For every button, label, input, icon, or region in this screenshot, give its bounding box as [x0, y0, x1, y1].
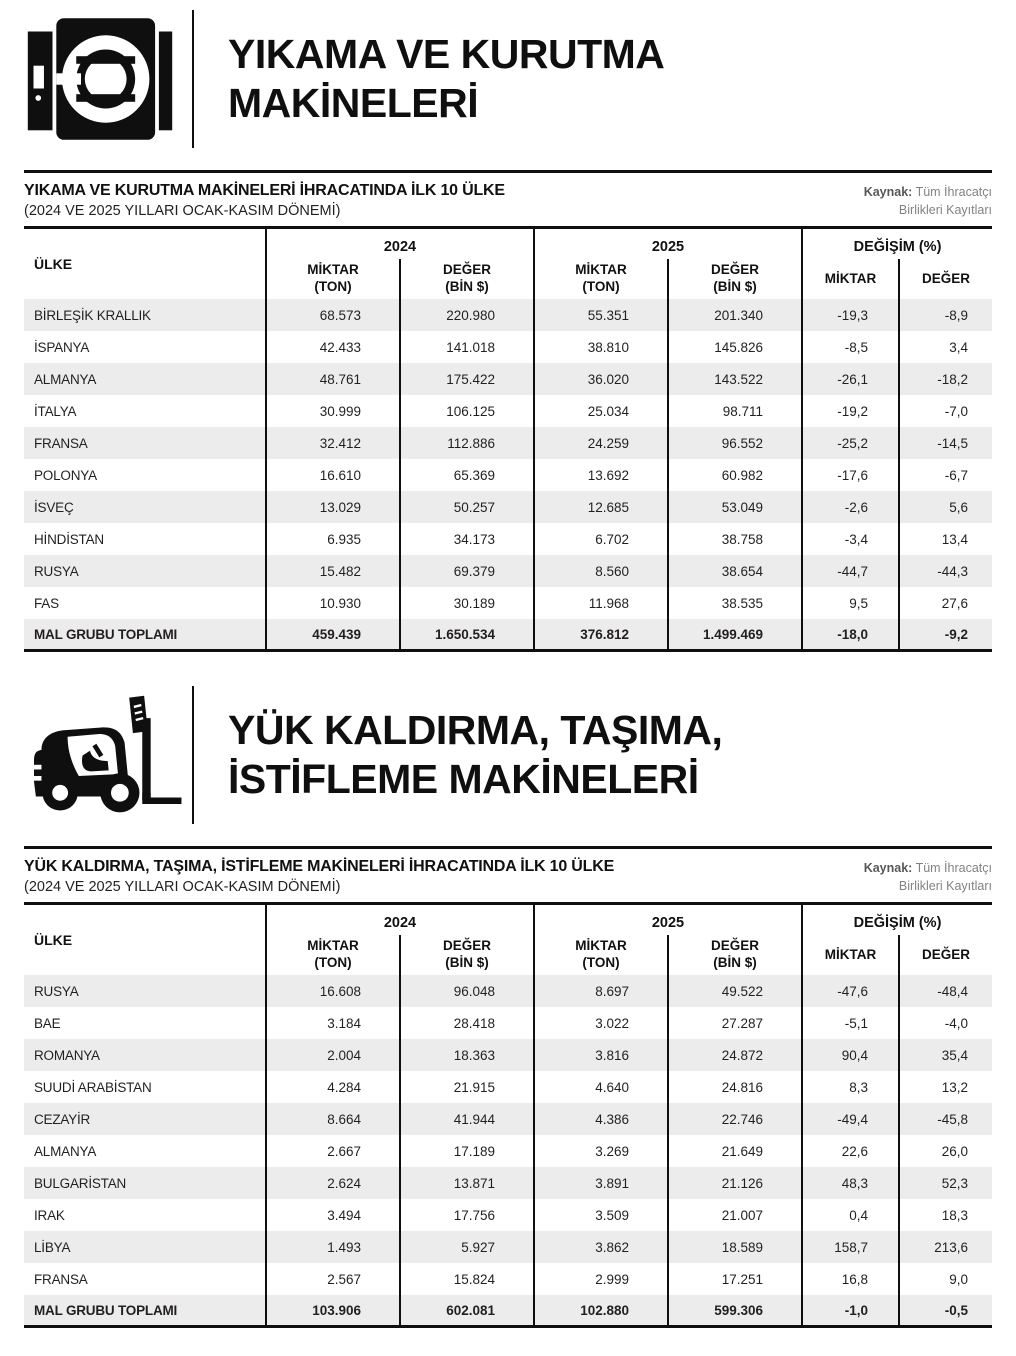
- value-cell: 6.935: [265, 523, 399, 555]
- val-unit: (BİN $): [445, 955, 489, 970]
- value-cell: 38.654: [667, 555, 801, 587]
- val-unit: (BİN $): [445, 279, 489, 294]
- washing-machine-icon-svg: [24, 12, 176, 146]
- col-header-qty-2025: [533, 259, 667, 299]
- value-cell: -45,8: [898, 1103, 992, 1135]
- col-header-val-2025: [667, 259, 801, 299]
- value-cell: 30.189: [399, 587, 533, 619]
- qty-label: MİKTAR: [824, 270, 877, 286]
- col-header-change-val: [898, 259, 992, 299]
- table-row: [24, 459, 992, 491]
- table-header: [24, 229, 992, 299]
- value-cell: 50.257: [399, 491, 533, 523]
- value-cell: 13.029: [265, 491, 399, 523]
- value-cell: -0,5: [898, 1295, 992, 1325]
- source-line1: Tüm İhracatçı: [915, 861, 992, 875]
- value-cell: -14,5: [898, 427, 992, 459]
- value-cell: 12.685: [533, 491, 667, 523]
- value-cell: 36.020: [533, 363, 667, 395]
- value-cell: 18.363: [399, 1039, 533, 1071]
- value-cell: -7,0: [898, 395, 992, 427]
- table-row: [24, 523, 992, 555]
- table-1-meta: [24, 182, 992, 219]
- section-title-line1: YÜK KALDIRMA, TAŞIMA,: [228, 706, 723, 753]
- value-cell: 26,0: [898, 1135, 992, 1167]
- table-row: [24, 1039, 992, 1071]
- value-cell: 220.980: [399, 299, 533, 331]
- qty-unit: (TON): [582, 279, 620, 294]
- value-cell: -47,6: [801, 975, 898, 1007]
- col-header-qty-2025: [533, 935, 667, 975]
- value-cell: 60.982: [667, 459, 801, 491]
- value-cell: -49,4: [801, 1103, 898, 1135]
- table-row: [24, 1135, 992, 1167]
- country-cell: ROMANYA: [34, 1047, 100, 1063]
- export-table-1: [24, 226, 992, 652]
- value-cell: 13,4: [898, 523, 992, 555]
- value-cell: 602.081: [399, 1295, 533, 1325]
- value-cell: 4.640: [533, 1071, 667, 1103]
- country-cell: CEZAYİR: [34, 1111, 91, 1127]
- value-cell: 3.269: [533, 1135, 667, 1167]
- value-cell: 27,6: [898, 587, 992, 619]
- col-header-change-qty: [801, 935, 898, 975]
- country-cell: FAS: [34, 595, 59, 611]
- value-cell: 9,5: [801, 587, 898, 619]
- table-row: [24, 395, 992, 427]
- value-cell: 38.758: [667, 523, 801, 555]
- source-line1: Tüm İhracatçı: [915, 185, 992, 199]
- col-header-qty-2024: [265, 935, 399, 975]
- qty-label: MİKTAR: [575, 262, 627, 278]
- table-subtitle: (2024 VE 2025 YILLARI OCAK-KASIM DÖNEMİ): [24, 203, 341, 219]
- table-row: [24, 1199, 992, 1231]
- val-label: DEĞER: [921, 946, 970, 962]
- value-cell: 106.125: [399, 395, 533, 427]
- value-cell: 5.927: [399, 1231, 533, 1263]
- value-cell: 21.007: [667, 1199, 801, 1231]
- value-cell: 15.482: [265, 555, 399, 587]
- section-title: [194, 684, 722, 826]
- value-cell: 2.667: [265, 1135, 399, 1167]
- val-unit: (BİN $): [713, 279, 757, 294]
- value-cell: 42.433: [265, 331, 399, 363]
- value-cell: 35,4: [898, 1039, 992, 1071]
- value-cell: -8,9: [898, 299, 992, 331]
- value-cell: 6.702: [533, 523, 667, 555]
- table-row: [24, 975, 992, 1007]
- value-cell: 69.379: [399, 555, 533, 587]
- table-row: [24, 1167, 992, 1199]
- value-cell: 3.184: [265, 1007, 399, 1039]
- value-cell: 112.886: [399, 427, 533, 459]
- export-table-2: [24, 902, 992, 1328]
- section-title-line2: İSTİFLEME MAKİNELERİ: [228, 756, 699, 802]
- value-cell: 96.552: [667, 427, 801, 459]
- qty-label: MİKTAR: [307, 262, 359, 278]
- value-cell: -26,1: [801, 363, 898, 395]
- value-cell: 1.650.534: [399, 619, 533, 649]
- value-cell: 158,7: [801, 1231, 898, 1263]
- qty-unit: (TON): [582, 955, 620, 970]
- val-unit: (BİN $): [713, 955, 757, 970]
- value-cell: 13.692: [533, 459, 667, 491]
- country-cell: BULGARİSTAN: [34, 1175, 127, 1191]
- country-cell: ALMANYA: [34, 371, 97, 387]
- country-cell: SUUDİ ARABİSTAN: [34, 1079, 152, 1095]
- value-cell: -3,4: [801, 523, 898, 555]
- val-label: DEĞER: [710, 262, 759, 278]
- value-cell: 3.891: [533, 1167, 667, 1199]
- value-cell: 21.915: [399, 1071, 533, 1103]
- table-body: [24, 975, 992, 1295]
- value-cell: -48,4: [898, 975, 992, 1007]
- value-cell: 11.968: [533, 587, 667, 619]
- value-cell: 213,6: [898, 1231, 992, 1263]
- value-cell: 8.560: [533, 555, 667, 587]
- value-cell: 68.573: [265, 299, 399, 331]
- value-cell: 98.711: [667, 395, 801, 427]
- value-cell: 49.522: [667, 975, 801, 1007]
- value-cell: 0,4: [801, 1199, 898, 1231]
- horizontal-rule: [24, 170, 992, 173]
- value-cell: 141.018: [399, 331, 533, 363]
- qty-unit: (TON): [314, 955, 352, 970]
- value-cell: 18,3: [898, 1199, 992, 1231]
- col-header-2024: 2024: [265, 905, 533, 935]
- table-title: YIKAMA VE KURUTMA MAKİNELERİ İHRACATINDA İLK 10 ÜLKE: [24, 182, 505, 199]
- table-total-row: [24, 619, 992, 649]
- country-cell: HİNDİSTAN: [34, 531, 104, 547]
- value-cell: 30.999: [265, 395, 399, 427]
- value-cell: 22,6: [801, 1135, 898, 1167]
- value-cell: -17,6: [801, 459, 898, 491]
- source-line2: Birlikleri Kayıtları: [898, 878, 992, 893]
- source-line2: Birlikleri Kayıtları: [898, 202, 992, 217]
- value-cell: -4,0: [898, 1007, 992, 1039]
- country-cell: BAE: [34, 1015, 61, 1031]
- value-cell: 103.906: [265, 1295, 399, 1325]
- value-cell: 376.812: [533, 619, 667, 649]
- horizontal-rule: [24, 846, 992, 849]
- value-cell: 32.412: [265, 427, 399, 459]
- col-header-change: DEĞİŞİM (%): [801, 229, 992, 259]
- value-cell: 3.022: [533, 1007, 667, 1039]
- col-header-change-val: [898, 935, 992, 975]
- col-header-val-2024: [399, 935, 533, 975]
- table-row: [24, 299, 992, 331]
- value-cell: 3.509: [533, 1199, 667, 1231]
- value-cell: 2.999: [533, 1263, 667, 1295]
- value-cell: 2.567: [265, 1263, 399, 1295]
- value-cell: 38.535: [667, 587, 801, 619]
- section-1-header: [24, 8, 992, 150]
- table-row: [24, 1071, 992, 1103]
- value-cell: 34.173: [399, 523, 533, 555]
- value-cell: 24.259: [533, 427, 667, 459]
- forklift-icon-svg: [24, 692, 184, 818]
- country-cell: BİRLEŞİK KRALLIK: [34, 307, 151, 323]
- value-cell: 16.608: [265, 975, 399, 1007]
- source-label: Kaynak:: [863, 185, 913, 199]
- value-cell: -2,6: [801, 491, 898, 523]
- table-row: [24, 1295, 992, 1325]
- col-header-change: DEĞİŞİM (%): [801, 905, 992, 935]
- table-row: [24, 1103, 992, 1135]
- section-title-line2: MAKİNELERİ: [228, 80, 479, 126]
- value-cell: 8,3: [801, 1071, 898, 1103]
- table-2-meta: [24, 858, 992, 895]
- value-cell: 96.048: [399, 975, 533, 1007]
- value-cell: -19,2: [801, 395, 898, 427]
- value-cell: 55.351: [533, 299, 667, 331]
- value-cell: 175.422: [399, 363, 533, 395]
- value-cell: 90,4: [801, 1039, 898, 1071]
- table-row: [24, 587, 992, 619]
- value-cell: 24.816: [667, 1071, 801, 1103]
- table-row: [24, 427, 992, 459]
- col-header-change-qty: [801, 259, 898, 299]
- table-row: [24, 619, 992, 649]
- value-cell: 28.418: [399, 1007, 533, 1039]
- value-cell: 16.610: [265, 459, 399, 491]
- value-cell: 201.340: [667, 299, 801, 331]
- source-note: [864, 182, 992, 219]
- country-cell: RUSYA: [34, 983, 79, 999]
- forklift-icon: [24, 684, 192, 826]
- country-cell: İTALYA: [34, 403, 77, 419]
- table-row: [24, 1263, 992, 1295]
- qty-label: MİKTAR: [307, 938, 359, 954]
- value-cell: 8.697: [533, 975, 667, 1007]
- table-row: [24, 1007, 992, 1039]
- country-cell: IRAK: [34, 1207, 65, 1223]
- table-row: [24, 363, 992, 395]
- washing-machine-icon: [24, 8, 192, 150]
- value-cell: 10.930: [265, 587, 399, 619]
- value-cell: 4.386: [533, 1103, 667, 1135]
- section-title: [194, 8, 664, 150]
- country-cell: LİBYA: [34, 1239, 71, 1255]
- value-cell: 9,0: [898, 1263, 992, 1295]
- value-cell: 48.761: [265, 363, 399, 395]
- value-cell: 599.306: [667, 1295, 801, 1325]
- table-body: [24, 299, 992, 619]
- value-cell: -18,2: [898, 363, 992, 395]
- value-cell: 17.251: [667, 1263, 801, 1295]
- value-cell: 21.649: [667, 1135, 801, 1167]
- value-cell: -1,0: [801, 1295, 898, 1325]
- table-subtitle: (2024 VE 2025 YILLARI OCAK-KASIM DÖNEMİ): [24, 879, 341, 895]
- country-cell: ALMANYA: [34, 1143, 97, 1159]
- value-cell: 8.664: [265, 1103, 399, 1135]
- value-cell: 38.810: [533, 331, 667, 363]
- col-header-2025: 2025: [533, 229, 801, 259]
- col-header-2025: 2025: [533, 905, 801, 935]
- value-cell: 1.499.469: [667, 619, 801, 649]
- value-cell: -9,2: [898, 619, 992, 649]
- value-cell: 22.746: [667, 1103, 801, 1135]
- col-header-2024: 2024: [265, 229, 533, 259]
- col-header-val-2024: [399, 259, 533, 299]
- table-row: [24, 331, 992, 363]
- value-cell: 13,2: [898, 1071, 992, 1103]
- country-cell: RUSYA: [34, 563, 79, 579]
- value-cell: 15.824: [399, 1263, 533, 1295]
- value-cell: 65.369: [399, 459, 533, 491]
- section-2-header: [24, 684, 992, 826]
- value-cell: 3.862: [533, 1231, 667, 1263]
- value-cell: 102.880: [533, 1295, 667, 1325]
- value-cell: 143.522: [667, 363, 801, 395]
- value-cell: 17.189: [399, 1135, 533, 1167]
- value-cell: 3,4: [898, 331, 992, 363]
- value-cell: 13.871: [399, 1167, 533, 1199]
- value-cell: 25.034: [533, 395, 667, 427]
- value-cell: 459.439: [265, 619, 399, 649]
- country-cell: İSPANYA: [34, 339, 90, 355]
- table-title: YÜK KALDIRMA, TAŞIMA, İSTİFLEME MAKİNELERİ İHRACATINDA İLK 10 ÜLKE: [24, 858, 615, 875]
- value-cell: 145.826: [667, 331, 801, 363]
- country-cell: İSVEÇ: [34, 499, 74, 515]
- value-cell: 41.944: [399, 1103, 533, 1135]
- table-row: [24, 491, 992, 523]
- col-header-val-2025: [667, 935, 801, 975]
- table-row: [24, 555, 992, 587]
- country-cell: MAL GRUBU TOPLAMI: [34, 1302, 178, 1318]
- value-cell: 3.494: [265, 1199, 399, 1231]
- country-cell: FRANSA: [34, 1271, 88, 1287]
- value-cell: 53.049: [667, 491, 801, 523]
- source-note: [864, 858, 992, 895]
- value-cell: 17.756: [399, 1199, 533, 1231]
- value-cell: 5,6: [898, 491, 992, 523]
- val-label: DEĞER: [442, 938, 491, 954]
- col-header-country: ÜLKE: [34, 932, 73, 948]
- value-cell: 52,3: [898, 1167, 992, 1199]
- value-cell: -8,5: [801, 331, 898, 363]
- value-cell: -5,1: [801, 1007, 898, 1039]
- value-cell: 48,3: [801, 1167, 898, 1199]
- country-cell: POLONYA: [34, 467, 97, 483]
- value-cell: 27.287: [667, 1007, 801, 1039]
- section-title-line1: YIKAMA VE KURUTMA: [228, 30, 665, 77]
- qty-label: MİKTAR: [575, 938, 627, 954]
- country-cell: FRANSA: [34, 435, 88, 451]
- val-label: DEĞER: [710, 938, 759, 954]
- value-cell: 1.493: [265, 1231, 399, 1263]
- col-header-country: ÜLKE: [34, 256, 73, 272]
- value-cell: -18,0: [801, 619, 898, 649]
- value-cell: 4.284: [265, 1071, 399, 1103]
- value-cell: 3.816: [533, 1039, 667, 1071]
- value-cell: -19,3: [801, 299, 898, 331]
- value-cell: 21.126: [667, 1167, 801, 1199]
- value-cell: -25,2: [801, 427, 898, 459]
- value-cell: 2.004: [265, 1039, 399, 1071]
- val-label: DEĞER: [921, 270, 970, 286]
- value-cell: -44,3: [898, 555, 992, 587]
- val-label: DEĞER: [442, 262, 491, 278]
- table-row: [24, 1231, 992, 1263]
- col-header-qty-2024: [265, 259, 399, 299]
- value-cell: -6,7: [898, 459, 992, 491]
- value-cell: 18.589: [667, 1231, 801, 1263]
- qty-label: MİKTAR: [824, 946, 877, 962]
- table-total-row: [24, 1295, 992, 1325]
- source-label: Kaynak:: [863, 861, 913, 875]
- value-cell: 16,8: [801, 1263, 898, 1295]
- country-cell: MAL GRUBU TOPLAMI: [34, 626, 178, 642]
- value-cell: -44,7: [801, 555, 898, 587]
- value-cell: 2.624: [265, 1167, 399, 1199]
- value-cell: 24.872: [667, 1039, 801, 1071]
- table-header: [24, 905, 992, 975]
- qty-unit: (TON): [314, 279, 352, 294]
